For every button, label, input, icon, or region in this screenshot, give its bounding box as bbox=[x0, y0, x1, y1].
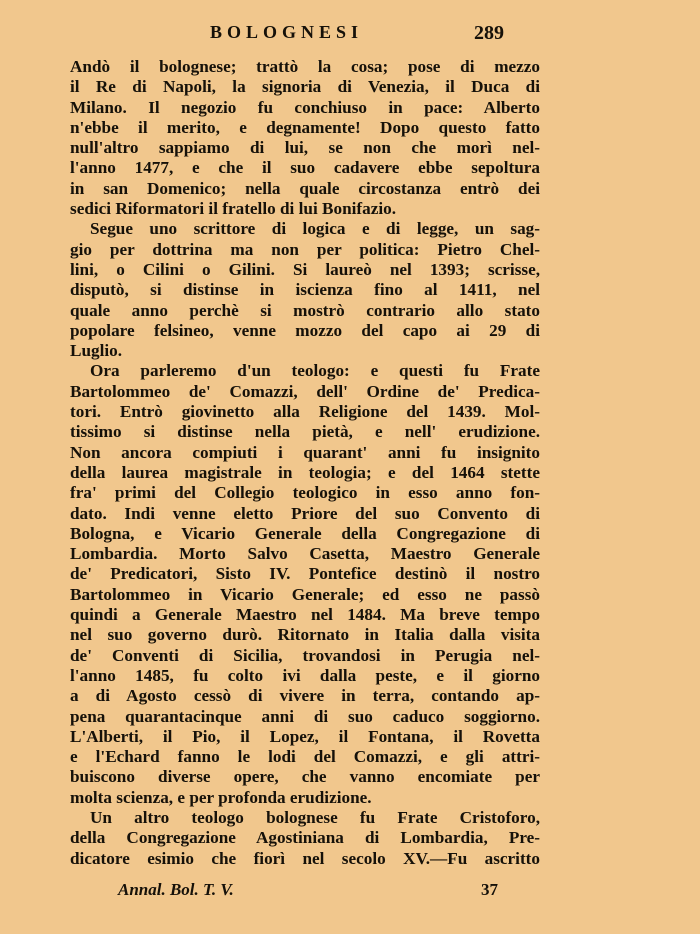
text-line: quale anno perchè si mostrò contrario allo stato bbox=[70, 300, 540, 320]
text-line: Andò il bolognese; trattò la cosa; pose di mezzo bbox=[70, 57, 540, 76]
text-line: L'Alberti, il Pio, il Lopez, il Fontana, il Rovetta bbox=[70, 726, 540, 746]
text-line: de' Predicatori, Sisto IV. Pontefice destinò il nostro bbox=[70, 564, 540, 584]
text-line: gio per dottrina ma non per politica: Pietro Chel- bbox=[70, 239, 540, 259]
running-title: BOLOGNESI bbox=[210, 22, 364, 42]
text-line: fra' primi del Collegio teologico in esso anno fon- bbox=[70, 483, 540, 503]
text-line: Un altro teologo bolognese fu Frate Cristoforo, bbox=[90, 807, 540, 827]
text-line: tissimo si distinse nella pietà, e nell' erudizione. bbox=[70, 422, 540, 442]
text-line: Lombardia. Morto Salvo Casetta, Maestro Generale bbox=[70, 544, 540, 564]
text-line: a di Agosto cessò di vivere in terra, contando ap- bbox=[70, 686, 540, 706]
text-line: Segue uno scrittore di logica e di legge, un sag- bbox=[90, 219, 540, 239]
text-line: e l'Echard fanno le lodi del Comazzi, e gli attri- bbox=[70, 747, 540, 767]
text-line: pena quarantacinque anni di suo caduco soggiorno. bbox=[70, 706, 540, 726]
text-line: lini, o Cilini o Gilini. Si laureò nel 1393; scrisse, bbox=[70, 259, 540, 279]
text-line: Milano. Il negozio fu conchiuso in pace: Alberto bbox=[70, 97, 540, 117]
text-line: quindi a Generale Maestro nel 1484. Ma breve tempo bbox=[70, 605, 540, 625]
text-line: buiscono diverse opere, che vanno encomiate per bbox=[70, 767, 540, 787]
body-text bbox=[70, 57, 540, 869]
text-line: dato. Indi venne eletto Priore del suo Convento di bbox=[70, 503, 540, 523]
text-line: tori. Entrò giovinetto alla Religione del 1439. Mol- bbox=[70, 402, 540, 422]
text-line: molta scienza, e per profonda erudizione. bbox=[70, 787, 372, 807]
text-line: Non ancora compiuti i quarant' anni fu insignito bbox=[70, 442, 540, 462]
text-line: Ora parleremo d'un teologo: e questi fu Frate bbox=[90, 361, 540, 381]
text-line: disputò, si distinse in iscienza fino al 1411, nel bbox=[70, 280, 540, 300]
text-line: n'ebbe il merito, e degnamente! Dopo questo fatto bbox=[70, 117, 540, 137]
text-line: l'anno 1477, e che il suo cadavere ebbe sepoltura bbox=[70, 158, 540, 178]
text-line: Bartolommeo de' Comazzi, dell' Ordine de' Predica- bbox=[70, 381, 540, 401]
text-line: in san Domenico; nella quale circostanza entrò dei bbox=[70, 178, 540, 198]
text-line: l'anno 1485, fu colto ivi dalla peste, e il giorno bbox=[70, 665, 540, 685]
text-line: della laurea magistrale in teologia; e del 1464 stette bbox=[70, 462, 540, 482]
text-line: de' Conventi di Sicilia, trovandosi in Perugia nel- bbox=[70, 645, 540, 665]
text-line: Bologna, e Vicario Generale della Congregazione di bbox=[70, 523, 540, 543]
page-footer bbox=[0, 880, 700, 904]
text-line: il Re di Napoli, la signoria di Venezia, il Duca di bbox=[70, 77, 540, 97]
text-line: sedici Riformatori il fratello di lui Bonifazio. bbox=[70, 199, 397, 219]
text-line: dicatore esimio che fiorì nel secolo XV.—Fu ascritto bbox=[70, 848, 540, 868]
text-line: Bartolommeo in Vicario Generale; ed esso ne passò bbox=[70, 584, 540, 604]
text-line: Luglio. bbox=[70, 341, 123, 361]
signature-mark: Annal. Bol. T. V. bbox=[118, 880, 234, 899]
page-number: 289 bbox=[474, 22, 504, 44]
running-header bbox=[0, 18, 700, 46]
text-line: popolare felsineo, venne mozzo del capo ai 29 di bbox=[70, 320, 540, 340]
text-line: della Congregazione Agostiniana di Lombardia, Pre- bbox=[70, 828, 540, 848]
text-line: nel suo governo durò. Ritornato in Italia dalla visita bbox=[70, 625, 540, 645]
signature-number: 37 bbox=[481, 880, 498, 899]
text-line: null'altro sappiamo di lui, se non che morì nel- bbox=[70, 138, 540, 158]
